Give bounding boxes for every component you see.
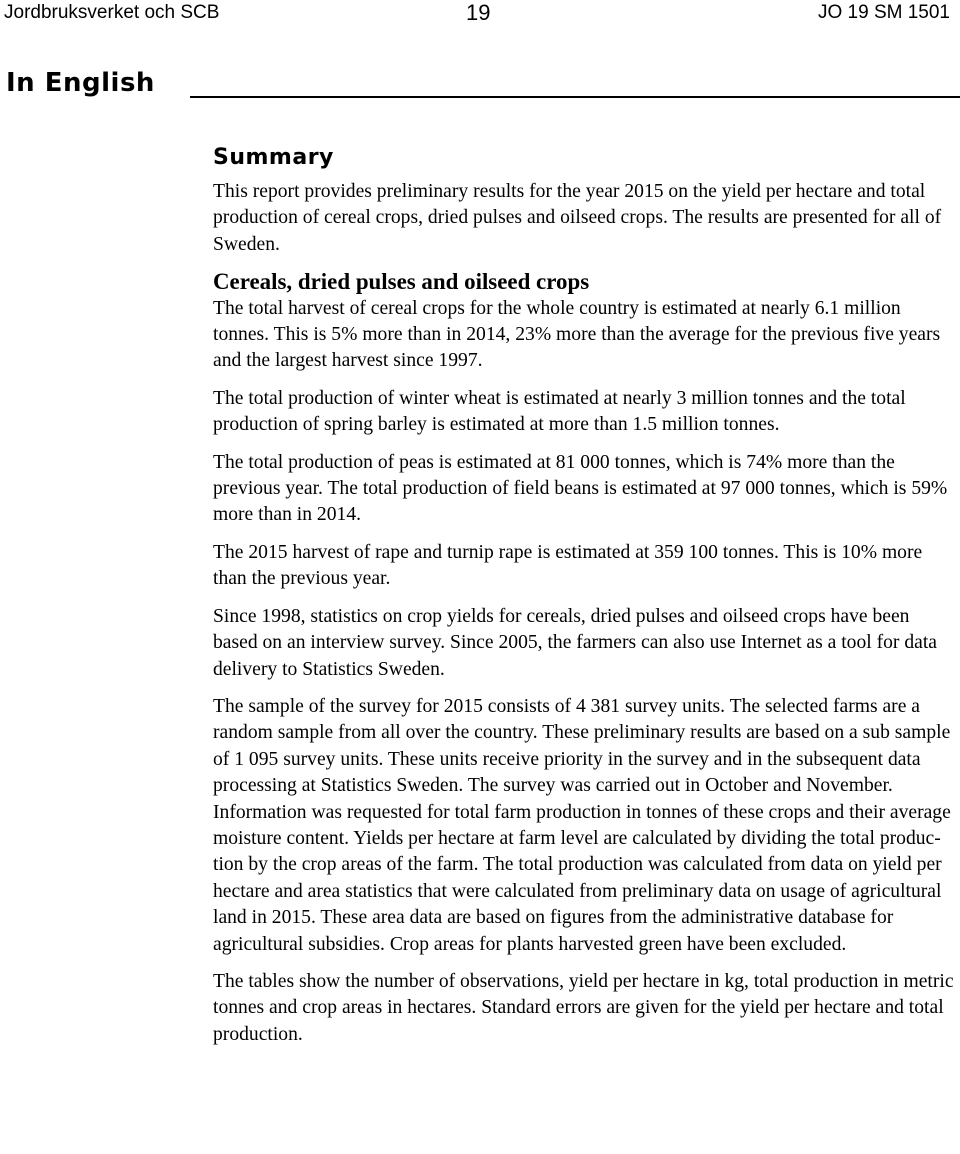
summary-heading: Summary (213, 145, 334, 170)
header-report-id: JO 19 SM 1501 (817, 2, 950, 23)
header-publisher: Jordbruksverket och SCB (4, 2, 220, 23)
body-paragraph: The sample of the survey for 2015 consists of 4 381 survey units. The selected farms are a random sample from all over the country. These preliminary results are based on a sub sample of 1 095 survey units. These units receive priority in the survey and in the subsequent data processing at Statistics Sweden. The survey was carried out in October and November. Information was requested for total farm production in tonnes of these crops and their average moisture content. Yields per hectare at farm level are calculated by dividing the total production by the crop areas of the farm. The total production was calculated from data on yield per hectare and area statistics that were calculated from preliminary data on usage of agricultural land in 2015. These area data are based on figures from the administrative database for agricultural subsidies. Crop areas for plants harvested green have been excluded. (213, 695, 951, 955)
body-paragraph: The total production of winter wheat is estimated at nearly 3 million tonnes and the total production of spring barley is estimated at more than 1.5 million tonnes. (213, 387, 906, 436)
section-title: In English (6, 68, 155, 98)
summary-paragraph: This report provides preliminary results for the year 2015 on the yield per hectare and total production of cereal crops, dried pulses and oilseed crops. The results are presented for all of Sweden. (213, 181, 942, 255)
body-paragraph: The 2015 harvest of rape and turnip rape is estimated at 359 100 tonnes. This is 10% more than the previous year. (213, 541, 923, 590)
body-paragraph: The total production of peas is estimated at 81 000 tonnes, which is 74% more than the previous year. The total production of field beans is estimated at 97 000 tonnes, which is 59% more than in 2014. (213, 451, 948, 526)
content-body (213, 143, 955, 1059)
cereals-heading: Cereals, dried pulses and oilseed crops (213, 269, 590, 295)
body-paragraph: The total harvest of cereal crops for the whole country is estimated at nearly 6.1 million tonnes. This is 5% more than in 2014, 23% more than the average for the previous five years and the largest harvest since 1997. (213, 297, 941, 372)
title-rule (190, 96, 960, 98)
body-paragraph: Since 1998, statistics on crop yields for cereals, dried pulses and oilseed crops have been based on an interview survey. Since 2005, the farmers can also use Internet as a tool for data delivery to Statistics Sweden. (213, 605, 937, 680)
page-header (0, 0, 960, 28)
body-paragraph: The tables show the number of observations, yield per hectare in kg, total production in metric tonnes and crop areas in hectares. Standard errors are given for the yield per hectare and total production. (213, 970, 954, 1045)
page-number: 19 (466, 0, 491, 25)
